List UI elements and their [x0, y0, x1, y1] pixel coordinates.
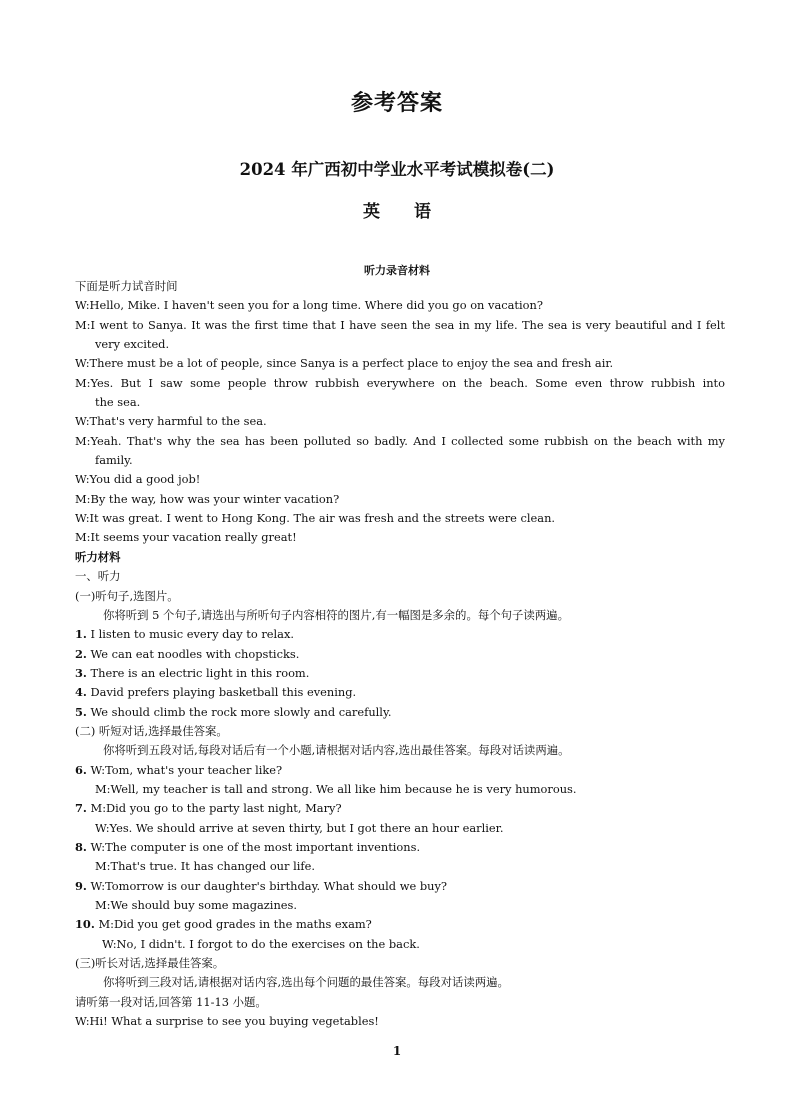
dialogue-line: M:I went to Sanya. It was the first time that I have seen the sea in my life. The sea is very beautiful and I felt: [75, 317, 725, 332]
dialogue-line: W:There must be a lot of people, since Sanya is a perfect place to enjoy the sea and fresh air.: [75, 356, 614, 371]
dialogue-line: M:It seems your vacation really great!: [75, 530, 297, 545]
dialogue-line: M:Yes. But I saw some people throw rubbish everywhere on the beach. Some even throw rubbish into: [75, 375, 725, 390]
dialogue-line: W:It was great. I went to Hong Kong. The air was fresh and the streets were clean.: [75, 511, 556, 526]
question-number: 5.: [75, 704, 87, 719]
question-number: 9.: [75, 878, 87, 893]
question-number: 4.: [75, 685, 87, 700]
dialogue-line: M:That's true. It has changed our life.: [95, 859, 315, 874]
text-line: 下面是听力试音时间: [75, 279, 178, 293]
section-heading: 听力材料: [75, 549, 121, 564]
question-number: 2.: [75, 646, 87, 661]
question-line: [75, 877, 725, 896]
question-text: W:Tomorrow is our daughter's birthday. What should we buy?: [86, 878, 447, 893]
dialogue-line: M:Well, my teacher is tall and strong. We all like him because he is very humorous.: [95, 781, 577, 796]
dialogue-line: W:Hi! What a surprise to see you buying vegetables!: [75, 1014, 379, 1029]
question-text: There is an electric light in this room.: [86, 665, 310, 680]
question-text: W:Tom, what's your teacher like?: [86, 762, 283, 777]
page-number: 1: [392, 1044, 402, 1058]
exam-title: 2024 年广西初中学业水平考试模拟卷(二): [239, 160, 555, 179]
dialogue-line: W:Yes. We should arrive at seven thirty, but I got there an hour earlier.: [95, 820, 504, 835]
instruction-text: 你将听到 5 个句子,请选出与所听句子内容相符的图片,有一幅图是多余的。每个句子读两遍。: [103, 607, 569, 622]
part-heading: (一)听句子,选图片。: [75, 588, 179, 603]
question-line: [75, 799, 725, 818]
question-text: M:Did you go to the party last night, Mary?: [86, 801, 342, 816]
part-heading: (二) 听短对话,选择最佳答案。: [75, 723, 228, 738]
question-line: [75, 761, 725, 780]
transcript-body: [75, 277, 725, 1031]
dialogue-line: M:By the way, how was your winter vacation?: [75, 491, 340, 506]
question-line: [75, 838, 725, 857]
question-text: M:Did you get good grades in the maths exam?: [94, 917, 372, 932]
question-number: 7.: [75, 801, 87, 816]
question-text: We should climb the rock more slowly and carefully.: [86, 704, 392, 719]
subject-title: 英 语: [363, 202, 445, 222]
section-title: 听力录音材料: [364, 264, 430, 277]
question-number: 3.: [75, 665, 87, 680]
part-heading: (三)听长对话,选择最佳答案。: [75, 956, 225, 971]
question-number: 1.: [75, 627, 87, 642]
question-line: [75, 645, 725, 664]
instruction-text: 你将听到五段对话,每段对话后有一个小题,请根据对话内容,选出最佳答案。每段对话读两遍。: [103, 743, 570, 758]
dialogue-line: W:You did a good job!: [75, 472, 201, 487]
question-line: [75, 664, 725, 683]
question-text: W:The computer is one of the most important inventions.: [86, 839, 421, 854]
question-text: We can eat noodles with chopsticks.: [86, 646, 300, 661]
page-title: 参考答案: [350, 90, 443, 116]
question-number: 6.: [75, 762, 87, 777]
question-number: 10.: [75, 917, 95, 932]
dialogue-line: very excited.: [95, 337, 170, 352]
question-line: [75, 703, 725, 722]
question-text: I listen to music every day to relax.: [86, 627, 295, 642]
question-number: 8.: [75, 839, 87, 854]
dialogue-line: the sea.: [95, 395, 141, 410]
question-line: [75, 625, 725, 644]
dialogue-line: M:We should buy some magazines.: [95, 898, 297, 912]
dialogue-line: W:Hello, Mike. I haven't seen you for a long time. Where did you go on vacation?: [75, 298, 543, 313]
dialogue-line: M:Yeah. That's why the sea has been polluted so badly. And I collected some rubbish on the beach with my: [75, 433, 725, 448]
part-heading: 一、听力: [75, 569, 121, 584]
dialogue-line: family.: [95, 453, 133, 468]
question-line: [75, 915, 725, 934]
dialogue-line: W:That's very harmful to the sea.: [75, 414, 267, 429]
instruction-text: 请听第一段对话,回答第 11-13 小题。: [75, 994, 267, 1009]
question-line: [75, 683, 725, 702]
question-text: David prefers playing basketball this evening.: [86, 685, 357, 700]
dialogue-line: W:No, I didn't. I forgot to do the exercises on the back.: [102, 936, 420, 951]
instruction-text: 你将听到三段对话,请根据对话内容,选出每个问题的最佳答案。每段对话读两遍。: [103, 975, 509, 990]
